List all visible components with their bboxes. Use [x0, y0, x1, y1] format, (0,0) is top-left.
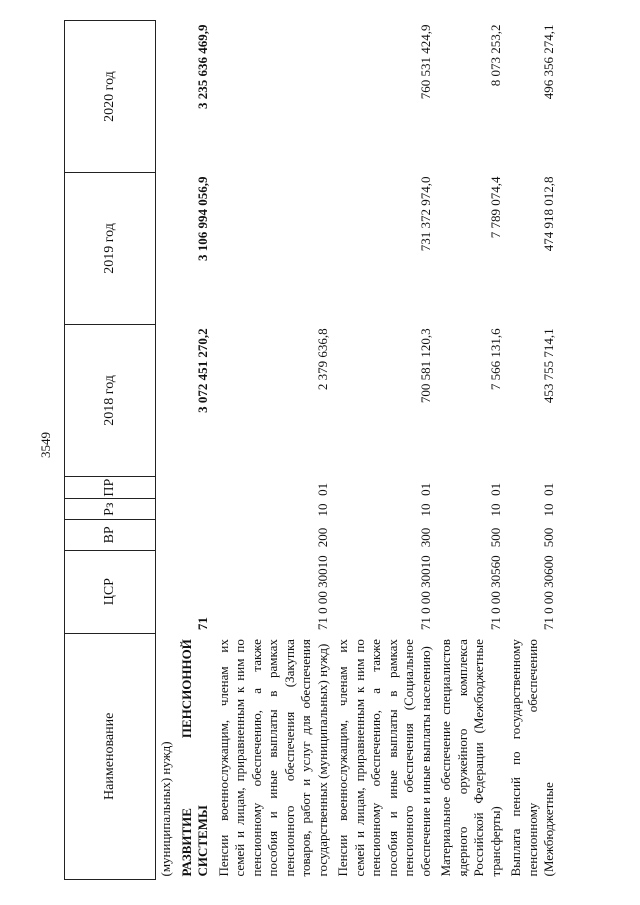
row-2018: 700 581 120,3 — [417, 328, 433, 404]
row-2020: 760 531 424,9 — [417, 24, 433, 100]
row-pr: 01 — [314, 482, 330, 496]
table-header-row — [65, 21, 156, 880]
row-name: Выплата пенсий по государственному пенсионному обеспечению (Межбюджетные — [508, 639, 556, 877]
row-vr: 300 — [417, 527, 433, 548]
table-row — [436, 21, 506, 880]
header-name: Наименование — [65, 633, 156, 879]
row-vr — [156, 519, 177, 550]
row-pr — [156, 476, 177, 499]
row-csr: 71 0 00 30010 — [417, 555, 433, 631]
row-rz: 10 — [314, 503, 330, 517]
row-csr: 71 0 00 30600 — [541, 555, 556, 631]
row-pr — [177, 476, 214, 499]
row-2020: 3 235 636 469,9 — [195, 24, 210, 109]
header-2018: 2018 год — [65, 324, 156, 476]
row-2019: 474 918 012,8 — [541, 176, 556, 252]
row-vr: 200 — [314, 527, 330, 548]
row-2018: 7 566 131,6 — [487, 328, 503, 391]
row-vr: 500 — [487, 527, 503, 548]
row-name: (муниципальных) нужд) — [158, 741, 173, 877]
row-pr: 01 — [487, 482, 503, 496]
row-vr: 500 — [541, 527, 556, 548]
table-row — [177, 21, 214, 880]
header-rz: Рз — [65, 499, 156, 520]
row-csr: 71 0 00 30560 — [487, 555, 503, 631]
row-csr: 71 — [195, 617, 210, 631]
row-2018: 2 379 636,8 — [314, 328, 330, 391]
table-row — [506, 21, 560, 880]
row-csr — [156, 550, 177, 633]
row-vr — [177, 519, 214, 550]
row-2019: 3 106 994 056,9 — [195, 176, 210, 261]
budget-table-rotated — [64, 20, 624, 880]
row-2020: 496 356 274,1 — [541, 24, 556, 100]
row-csr: 71 0 00 30010 — [314, 555, 330, 631]
row-2018 — [156, 324, 177, 476]
row-rz: 10 — [417, 503, 433, 517]
row-2020 — [156, 21, 177, 173]
row-name: Материальное обеспечение специалистов ядерного оружейного комплекса Российской Федерации (Межбюджетные трансферты) — [438, 639, 503, 877]
table-row — [156, 21, 177, 880]
row-rz — [156, 499, 177, 520]
row-2019: 7 789 074,4 — [487, 176, 503, 239]
row-2019: 731 372 974,0 — [417, 176, 433, 252]
header-2019: 2019 год — [65, 172, 156, 324]
row-2019 — [214, 172, 334, 324]
row-pr: 01 — [541, 482, 556, 496]
row-name: РАЗВИТИЕ ПЕНСИОННОЙ СИСТЕМЫ — [178, 639, 210, 877]
row-pr: 01 — [417, 482, 433, 496]
row-name: Пенсии военнослужащим, членам их семей и лицам, приравненным к ним по пенсионному обеспечению, а также пособия и иные выплаты в рамках пенсионного обеспечения (Закупка товаров, работ и услуг для обеспечения государственных (муниципальных) нужд) — [215, 639, 330, 877]
header-csr: ЦСР — [65, 550, 156, 633]
row-2020 — [214, 21, 334, 173]
row-2019 — [156, 172, 177, 324]
table-row — [214, 21, 334, 880]
page-number: 3549 — [38, 432, 53, 458]
budget-table — [64, 20, 560, 880]
table-row — [333, 21, 436, 880]
row-2020: 8 073 253,2 — [487, 24, 503, 87]
row-2018: 3 072 451 270,2 — [195, 328, 210, 413]
row-rz: 10 — [487, 503, 503, 517]
row-name: Пенсии военнослужащим, членам их семей и лицам, приравненным к ним по пенсионному обеспечению, а также пособия и иные выплаты в рамках пенсионного обеспечения (Социальное обеспечение и иные выплаты населению) — [335, 639, 433, 877]
row-rz — [177, 499, 214, 520]
row-rz: 10 — [541, 503, 556, 517]
header-2020: 2020 год — [65, 21, 156, 173]
header-pr: ПР — [65, 476, 156, 499]
row-2018: 453 755 714,1 — [541, 328, 556, 404]
header-vr: ВР — [65, 519, 156, 550]
